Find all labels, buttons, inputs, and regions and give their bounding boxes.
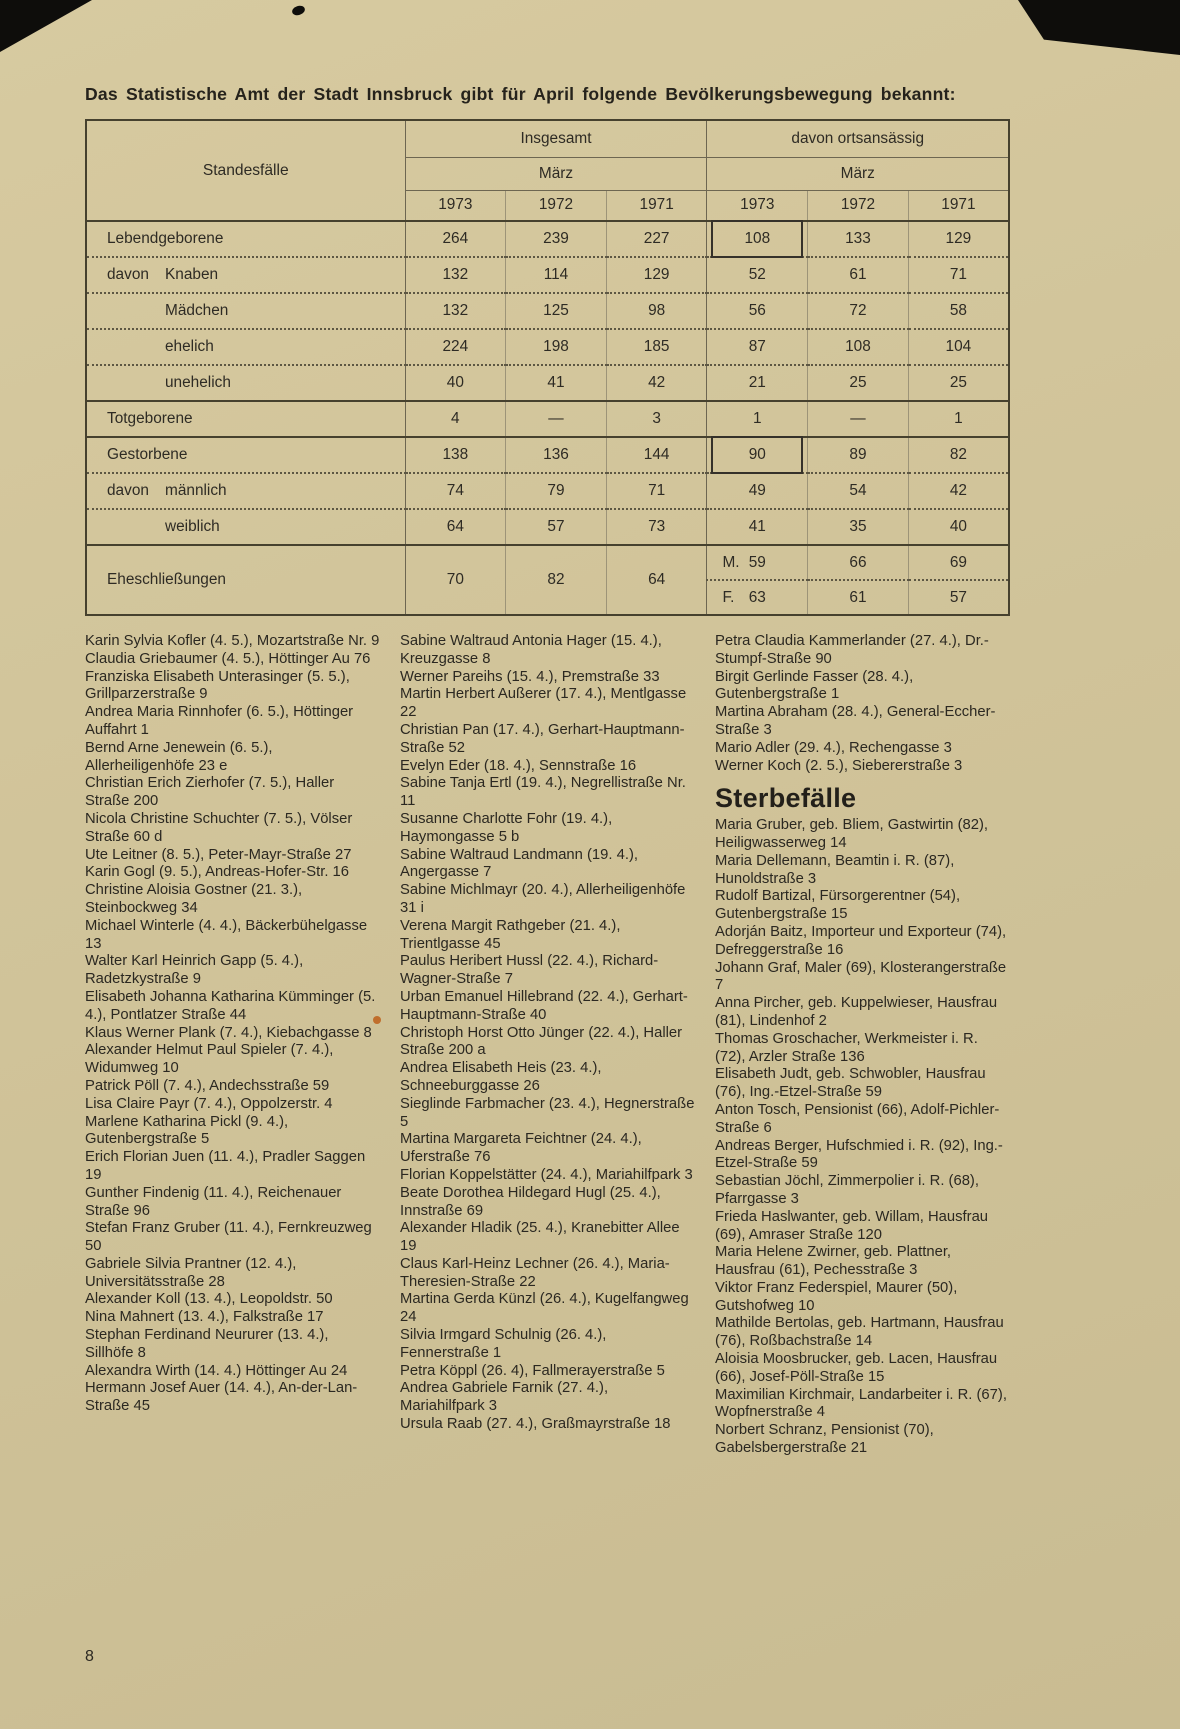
- row-label-cell: [86, 293, 405, 329]
- row-label-cell: [86, 221, 405, 257]
- birth-entry: Claus Karl-Heinz Lechner (26. 4.), Maria-Theresien-Straße 22: [400, 1255, 670, 1290]
- value-cell: 129: [606, 257, 707, 293]
- page-number: 8: [85, 1648, 94, 1665]
- row-label: Mädchen: [165, 302, 229, 319]
- value-cell: 108: [808, 329, 909, 365]
- death-entry: Maria Dellemann, Beamtin i. R. (87), Hunoldstraße 3: [715, 852, 955, 887]
- birth-entry: Walter Karl Heinrich Gapp (5. 4.), Radetzkystraße 9: [85, 953, 304, 988]
- column-header-year-1973: 1973: [405, 190, 506, 221]
- death-entry: Anna Pircher, geb. Kuppelwieser, Hausfrau (81), Lindenhof 2: [715, 995, 998, 1029]
- value-cell: 87: [707, 329, 808, 365]
- birth-entry: Ute Leitner (8. 5.), Peter-Mayr-Straße 27: [85, 846, 352, 863]
- row-label-cell: [86, 545, 405, 615]
- row-label: ehelich: [165, 338, 214, 355]
- value-cell: 25: [908, 365, 1009, 401]
- row-label-cell: [86, 401, 405, 437]
- value-cell: 82: [506, 545, 607, 615]
- row-label-cell: [86, 473, 405, 509]
- value-cell: 114: [506, 257, 607, 293]
- birth-entry: Patrick Pöll (7. 4.), Andechsstraße 59: [85, 1077, 330, 1094]
- death-entry: Viktor Franz Federspiel, Maurer (50), Gutshofweg 10: [715, 1279, 958, 1314]
- column-group-ortsansaessig: davon ortsansässig: [707, 120, 1009, 157]
- column-subheader-month-local: März: [707, 157, 1009, 190]
- death-entry: Johann Graf, Maler (69), Klosterangerstraße 7: [715, 959, 1007, 994]
- page-content: [85, 84, 1010, 1458]
- birth-entry: Andrea Elisabeth Heis (23. 4.), Schneeburggasse 26: [400, 1060, 602, 1094]
- table-row: [86, 473, 1009, 509]
- row-label: unehelich: [165, 374, 231, 391]
- value-cell: 185: [606, 329, 707, 365]
- value-cell: 227: [606, 221, 707, 257]
- value-cell: 35: [808, 509, 909, 545]
- value-cell: 41: [707, 509, 808, 545]
- birth-entry: Birgit Gerlinde Fasser (28. 4.), Gutenbergstraße 1: [715, 668, 914, 703]
- birth-entry: Verena Margit Rathgeber (21. 4.), Trientlgasse 45: [400, 917, 621, 952]
- birth-entry: Ursula Raab (27. 4.), Graßmayrstraße 18: [400, 1416, 671, 1433]
- value-cell: 132: [405, 257, 506, 293]
- column-header-year-1972: 1972: [506, 190, 607, 221]
- value-cell: 52: [707, 257, 808, 293]
- value-cell: 64: [405, 509, 506, 545]
- deaths-heading: Sterbefälle: [715, 783, 857, 814]
- value-cell: 71: [908, 257, 1009, 293]
- value-cell: 74: [405, 473, 506, 509]
- column-header-year-1971-local: 1971: [908, 190, 1009, 221]
- death-entry: Frieda Haslwanter, geb. Willam, Hausfrau (69), Amraser Straße 120: [715, 1208, 989, 1243]
- value-cell: [707, 545, 808, 580]
- value-cell: 42: [606, 365, 707, 401]
- death-entry: Norbert Schranz, Pensionist (70), Gabelsbergerstraße 21: [715, 1422, 934, 1457]
- birth-entry: Sabine Tanja Ertl (19. 4.), Negrellistraße Nr. 11: [400, 775, 686, 810]
- birth-entry: Alexandra Wirth (14. 4.) Höttinger Au 24: [85, 1362, 348, 1379]
- birth-entry: Stefan Franz Gruber (11. 4.), Fernkreuzweg 50: [85, 1220, 372, 1255]
- value-cell: 125: [506, 293, 607, 329]
- row-label: weiblich: [165, 518, 220, 535]
- value-cell: 239: [506, 221, 607, 257]
- birth-entry: Silvia Irmgard Schulnig (26. 4.), Fennerstraße 1: [400, 1327, 607, 1361]
- row-label: Totgeborene: [107, 410, 193, 427]
- value-cell: 4: [405, 401, 506, 437]
- value-cell: 57: [506, 509, 607, 545]
- births-column-3: [715, 633, 1010, 1458]
- death-entry: Anton Tosch, Pensionist (66), Adolf-Pichler-Straße 6: [715, 1101, 1000, 1136]
- birth-entry: Christian Pan (17. 4.), Gerhart-Hauptmann-Straße 52: [400, 721, 685, 756]
- scan-artifact-top-right: [1018, 0, 1180, 55]
- birth-entry: Claudia Griebaumer (4. 5.), Höttinger Au 76: [85, 650, 371, 667]
- table-row: [86, 329, 1009, 365]
- value-cell: 224: [405, 329, 506, 365]
- population-statistics-table: [85, 119, 1010, 616]
- death-entry: Maria Gruber, geb. Bliem, Gastwirtin (82), Heiligwasserweg 14: [715, 817, 989, 851]
- birth-entry: Martina Margareta Feichtner (24. 4.), Uferstraße 76: [400, 1131, 642, 1166]
- value-cell: 41: [506, 365, 607, 401]
- birth-entry: Elisabeth Johanna Katharina Kümminger (5. 4.), Pontlatzer Straße 44: [85, 988, 376, 1023]
- birth-entry: Petra Claudia Kammerlander (27. 4.), Dr.-Stumpf-Straße 90: [715, 633, 989, 667]
- birth-entry: Susanne Charlotte Fohr (19. 4.), Haymongasse 5 b: [400, 810, 613, 845]
- row-label: Knaben: [165, 266, 219, 283]
- column-header-standesfaelle: Standesfälle: [86, 120, 405, 221]
- scan-artifact-speck: [291, 4, 306, 17]
- row-label-cell: [86, 509, 405, 545]
- table-row: [86, 293, 1009, 329]
- value-cell: 73: [606, 509, 707, 545]
- table-body-marriages: [86, 545, 1009, 615]
- birth-entry: Nina Mahnert (13. 4.), Falkstraße 17: [85, 1309, 324, 1326]
- death-entry: Aloisia Moosbrucker, geb. Lacen, Hausfrau (66), Josef-Pöll-Straße 15: [715, 1351, 998, 1385]
- births-column-3-list: [715, 633, 1010, 775]
- column-header-year-1972-local: 1972: [808, 190, 909, 221]
- value-cell: 79: [506, 473, 607, 509]
- deaths-list: [715, 817, 1010, 1458]
- value-cell: 66: [808, 545, 909, 580]
- value: 59: [748, 553, 766, 571]
- value-cell: 198: [506, 329, 607, 365]
- value-cell: 90: [707, 437, 808, 473]
- birth-entry: Gunther Findenig (11. 4.), Reichenauer Straße 96: [85, 1184, 342, 1219]
- birth-entry: Werner Pareihs (15. 4.), Premstraße 33: [400, 668, 660, 685]
- death-entry: Elisabeth Judt, geb. Schwobler, Hausfrau (76), Ing.-Etzel-Straße 59: [715, 1066, 986, 1101]
- birth-entry: Andrea Maria Rinnhofer (6. 5.), Höttinger Auffahrt 1: [85, 704, 354, 738]
- row-label: Lebendgeborene: [107, 230, 224, 247]
- table-row: [86, 509, 1009, 545]
- birth-entry: Petra Köppl (26. 4), Fallmerayerstraße 5: [400, 1362, 665, 1379]
- birth-entry: Christian Erich Zierhofer (7. 5.), Haller Straße 200: [85, 775, 335, 810]
- value-cell: 25: [808, 365, 909, 401]
- birth-entry: Florian Koppelstätter (24. 4.), Mariahilfpark 3: [400, 1166, 693, 1183]
- birth-entry: Franziska Elisabeth Unterasinger (5. 5.), Grillparzerstraße 9: [85, 668, 350, 703]
- birth-entry: Martin Herbert Außerer (17. 4.), Mentlgasse 22: [400, 686, 687, 721]
- value: 63: [748, 588, 766, 606]
- birth-entry: Urban Emanuel Hillebrand (22. 4.), Gerhart-Hauptmann-Straße 40: [400, 988, 688, 1023]
- value-cell: 49: [707, 473, 808, 509]
- value-cell: 144: [606, 437, 707, 473]
- death-entry: Adorján Baitz, Importeur und Exporteur (74), Defreggerstraße 16: [715, 923, 1007, 958]
- name-lists: [85, 633, 1010, 1458]
- table-row-eheschliessungen: [86, 545, 1009, 580]
- column-header-year-1971: 1971: [606, 190, 707, 221]
- value-cell: 82: [908, 437, 1009, 473]
- female-label: F.: [722, 588, 735, 606]
- birth-entry: Beate Dorothea Hildegard Hugl (25. 4.), Innstraße 69: [400, 1184, 661, 1219]
- value-cell: —: [808, 401, 909, 437]
- value-cell: 56: [707, 293, 808, 329]
- value-cell: —: [506, 401, 607, 437]
- births-column-1: [85, 633, 380, 1458]
- value-cell: 42: [908, 473, 1009, 509]
- row-label-prefix: davon: [107, 266, 149, 283]
- value-cell: 57: [908, 580, 1009, 615]
- page-title: Das Statistische Amt der Stadt Innsbruck gibt für April folgende Bevölkerungsbewegung bekannt:: [85, 84, 956, 104]
- birth-entry: Marlene Katharina Pickl (9. 4.), Gutenbergstraße 5: [85, 1113, 289, 1148]
- row-label-cell: [86, 437, 405, 473]
- column-header-year-1973-local: 1973: [707, 190, 808, 221]
- table-row: [86, 221, 1009, 257]
- value-cell: 61: [808, 257, 909, 293]
- birth-entry: Sieglinde Farbmacher (23. 4.), Hegnerstraße 5: [400, 1095, 695, 1130]
- table-row: [86, 365, 1009, 401]
- value-cell: 133: [808, 221, 909, 257]
- male-label: M.: [722, 553, 740, 571]
- death-entry: Andreas Berger, Hufschmied i. R. (92), Ing.-Etzel-Straße 59: [715, 1137, 1003, 1172]
- value-cell: 129: [908, 221, 1009, 257]
- table-body: [86, 221, 1009, 545]
- birth-entry: Werner Koch (2. 5.), Siebererstraße 3: [715, 757, 963, 774]
- birth-entry: Alexander Koll (13. 4.), Leopoldstr. 50: [85, 1291, 333, 1308]
- value-cell: 98: [606, 293, 707, 329]
- birth-entry: Klaus Werner Plank (7. 4.), Kiebachgasse 8: [85, 1024, 372, 1041]
- value-cell: 72: [808, 293, 909, 329]
- row-label: Eheschließungen: [107, 571, 226, 588]
- birth-entry: Sabine Waltraud Antonia Hager (15. 4.), Kreuzgasse 8: [400, 633, 662, 667]
- value-cell: 21: [707, 365, 808, 401]
- value-cell: 40: [405, 365, 506, 401]
- value-cell: 1: [908, 401, 1009, 437]
- value-cell: 58: [908, 293, 1009, 329]
- scan-artifact-top-left: [0, 0, 92, 52]
- birth-entry: Christine Aloisia Gostner (21. 3.), Steinbockweg 34: [85, 882, 303, 916]
- table-row: [86, 401, 1009, 437]
- row-label: Gestorbene: [107, 446, 188, 463]
- value-cell: 89: [808, 437, 909, 473]
- birth-entry: Martina Abraham (28. 4.), General-Eccher-Straße 3: [715, 704, 996, 738]
- value-cell: 136: [506, 437, 607, 473]
- death-entry: Thomas Groschacher, Werkmeister i. R. (72), Arzler Straße 136: [715, 1030, 978, 1065]
- value-cell: 61: [808, 580, 909, 615]
- row-label: männlich: [165, 482, 227, 499]
- value-cell: 108: [707, 221, 808, 257]
- births-column-2: [400, 633, 695, 1458]
- row-label-cell: [86, 365, 405, 401]
- death-entry: Mathilde Bertolas, geb. Hartmann, Hausfrau (76), Roßbachstraße 14: [715, 1315, 1004, 1350]
- row-label-prefix: davon: [107, 482, 149, 499]
- birth-entry: Stephan Ferdinand Neururer (13. 4.), Sillhöfe 8: [85, 1327, 329, 1361]
- birth-entry: Karin Sylvia Kofler (4. 5.), Mozartstraße Nr. 9: [85, 633, 380, 649]
- birth-entry: Paulus Heribert Hussl (22. 4.), Richard-Wagner-Straße 7: [400, 953, 659, 988]
- table-row: [86, 437, 1009, 473]
- birth-entry: Gabriele Silvia Prantner (12. 4.), Universitätsstraße 28: [85, 1255, 297, 1290]
- birth-entry: Lisa Claire Payr (7. 4.), Oppolzerstr. 4: [85, 1095, 333, 1112]
- birth-entry: Bernd Arne Jenewein (6. 5.), Allerheiligenhöfe 23 e: [85, 739, 273, 774]
- column-subheader-month-total: März: [405, 157, 707, 190]
- birth-entry: Martina Gerda Künzl (26. 4.), Kugelfangweg 24: [400, 1291, 689, 1326]
- value-cell: 132: [405, 293, 506, 329]
- birth-entry: Alexander Helmut Paul Spieler (7. 4.), Widumweg 10: [85, 1042, 334, 1077]
- table-row: [86, 257, 1009, 293]
- birth-entry: Karin Gogl (9. 5.), Andreas-Hofer-Str. 16: [85, 864, 349, 881]
- value-cell: 40: [908, 509, 1009, 545]
- birth-entry: Christoph Horst Otto Jünger (22. 4.), Haller Straße 200 a: [400, 1024, 683, 1059]
- birth-entry: Nicola Christine Schuchter (7. 5.), Völser Straße 60 d: [85, 810, 353, 845]
- birth-entry: Michael Winterle (4. 4.), Bäckerbühelgasse 13: [85, 917, 368, 952]
- value-cell: 69: [908, 545, 1009, 580]
- birth-entry: Alexander Hladik (25. 4.), Kranebitter Allee 19: [400, 1220, 680, 1255]
- birth-entry: Evelyn Eder (18. 4.), Sennstraße 16: [400, 757, 637, 774]
- birth-entry: Sabine Waltraud Landmann (19. 4.), Angergasse 7: [400, 846, 638, 881]
- death-entry: Sebastian Jöchl, Zimmerpolier i. R. (68), Pfarrgasse 3: [715, 1173, 979, 1207]
- birth-entry: Erich Florian Juen (11. 4.), Pradler Saggen 19: [85, 1149, 366, 1183]
- value-cell: [707, 580, 808, 615]
- value-cell: 54: [808, 473, 909, 509]
- row-label-cell: [86, 329, 405, 365]
- column-group-insgesamt: Insgesamt: [405, 120, 707, 157]
- value-cell: 264: [405, 221, 506, 257]
- value-cell: 64: [606, 545, 707, 615]
- birth-entry: Andrea Gabriele Farnik (27. 4.), Mariahilfpark 3: [400, 1380, 609, 1415]
- value-cell: 3: [606, 401, 707, 437]
- birth-entry: Sabine Michlmayr (20. 4.), Allerheiligenhöfe 31 i: [400, 882, 686, 916]
- value-cell: 1: [707, 401, 808, 437]
- birth-entry: Hermann Josef Auer (14. 4.), An-der-Lan-Straße 45: [85, 1380, 358, 1415]
- value-cell: 71: [606, 473, 707, 509]
- table-header: [86, 120, 1009, 221]
- row-label-cell: [86, 257, 405, 293]
- death-entry: Maria Helene Zwirner, geb. Plattner, Hausfrau (61), Pechesstraße 3: [715, 1244, 952, 1279]
- value-cell: 138: [405, 437, 506, 473]
- value-cell: 70: [405, 545, 506, 615]
- birth-entry: Mario Adler (29. 4.), Rechengasse 3: [715, 739, 952, 756]
- death-entry: Maximilian Kirchmair, Landarbeiter i. R. (67), Wopfnerstraße 4: [715, 1386, 1007, 1421]
- death-entry: Rudolf Bartizal, Fürsorgerentner (54), Gutenbergstraße 15: [715, 888, 961, 923]
- value-cell: 104: [908, 329, 1009, 365]
